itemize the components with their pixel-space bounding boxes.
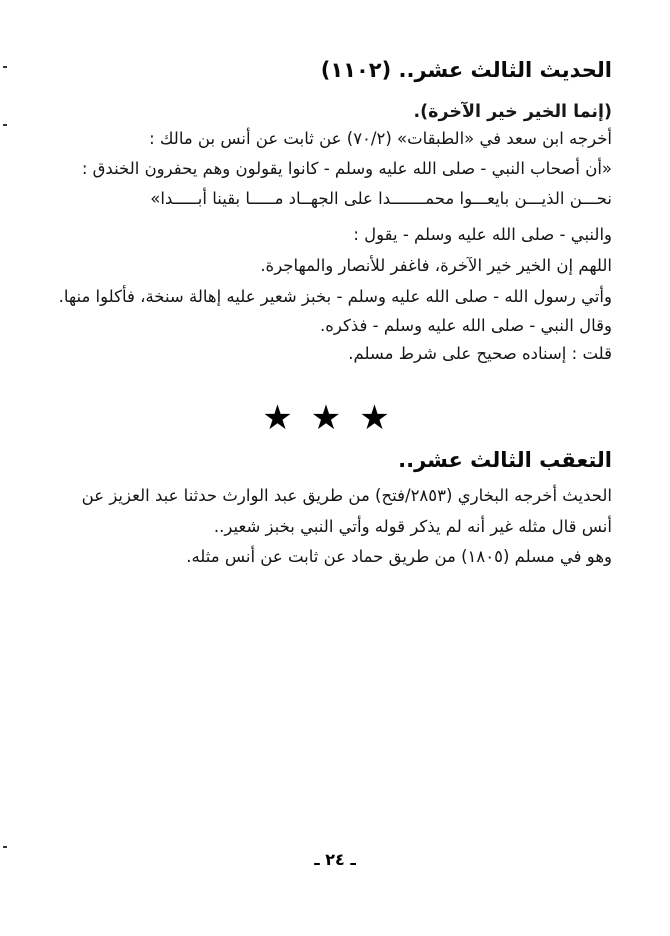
hadith-line: والنبي - صلى الله عليه وسلم - يقول : xyxy=(353,225,612,244)
hadith-line: «أن أصحاب النبي - صلى الله عليه وسلم - كانوا يقولون وهم يحفرون الخندق : xyxy=(81,159,612,178)
taaqub-line: أنس قال مثله غير أنه لم يذكر قوله وأتي النبي بخبز شعير.. xyxy=(213,517,612,536)
hadith-line: اللهم إن الخير خير الآخرة، فاغفر للأنصار والمهاجرة. xyxy=(260,256,612,275)
scan-mark xyxy=(3,846,7,848)
page-number: ـ ٢٤ ـ xyxy=(314,850,356,869)
hadith-line: وأتي رسول الله - صلى الله عليه وسلم - بخبز شعير عليه إهالة سنخة، فأكلوا منها. xyxy=(58,287,612,306)
taaqub-title: التعقب الثالث عشر.. xyxy=(398,448,612,472)
taaqub-line: الحديث أخرجه البخاري (٢٨٥٣/فتح) من طريق عبد الوارث حدثنا عبد العزيز عن xyxy=(81,486,612,505)
hadith-line: وقال النبي - صلى الله عليه وسلم - فذكره. xyxy=(320,316,612,335)
hadith-text-heading: (إنما الخير خير الآخرة). xyxy=(413,102,612,122)
hadith-title: الحديث الثالث عشر.. (١١٠٢) xyxy=(320,58,612,82)
taaqub-line: وهو في مسلم (١٨٠٥) من طريق حماد عن ثابت عن أنس مثله. xyxy=(186,547,612,566)
stars-separator: ★★★ xyxy=(262,398,408,438)
scan-mark xyxy=(3,66,7,68)
verdict-line: قلت : إسناده صحيح على شرط مسلم. xyxy=(348,344,612,363)
hadith-line: أخرجه ابن سعد في «الطبقات» (٧٠/٢) عن ثابت عن أنس بن مالك : xyxy=(149,129,612,148)
scan-mark xyxy=(3,124,7,126)
poem-line: نحـــن الذيـــن بايعـــوا محمـــــــدا على الجهــاد مـــــا بقينا أبـــــدا» xyxy=(150,189,612,208)
